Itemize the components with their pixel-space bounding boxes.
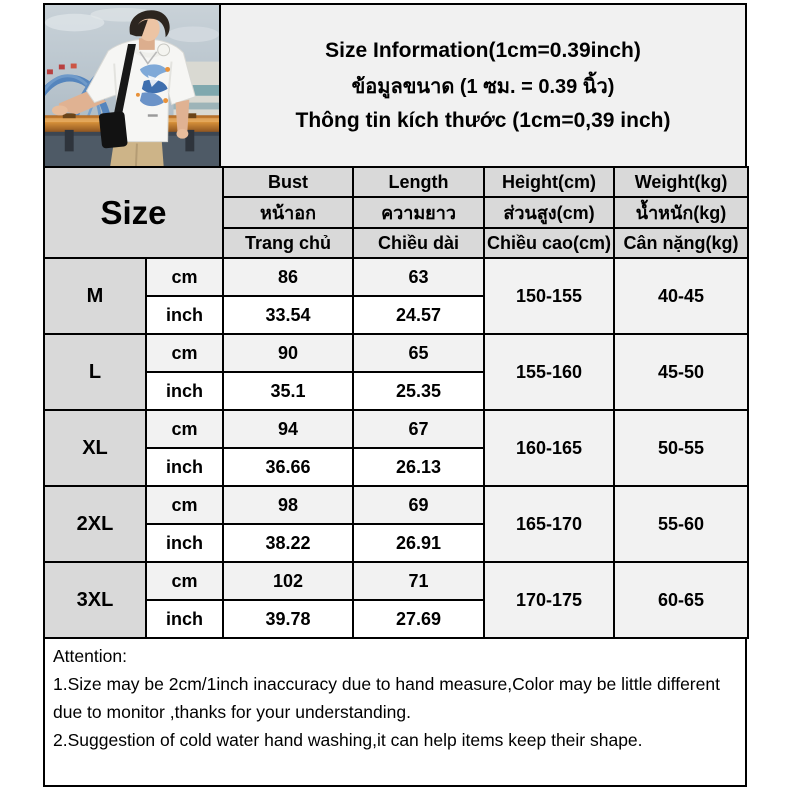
length-inch-value: 24.57 bbox=[353, 296, 484, 334]
length-inch-value: 26.13 bbox=[353, 448, 484, 486]
col-header-weight-th: น้ำหนัก(kg) bbox=[614, 197, 748, 228]
unit-label-inch: inch bbox=[146, 372, 223, 410]
length-cm-value: 65 bbox=[353, 334, 484, 372]
model-photo bbox=[45, 5, 221, 166]
col-header-length-vi: Chiều dài bbox=[353, 228, 484, 258]
length-inch-value: 26.91 bbox=[353, 524, 484, 562]
bust-inch-value: 33.54 bbox=[223, 296, 353, 334]
height-range: 170-175 bbox=[484, 562, 614, 638]
attention-line1: 1.Size may be 2cm/1inch inaccuracy due to hand measure,Color may be little different due to monitor ,thanks for your understanding. bbox=[53, 674, 720, 722]
height-range: 160-165 bbox=[484, 410, 614, 486]
title-english: Size Information(1cm=0.39inch) bbox=[325, 38, 641, 62]
length-inch-value: 25.35 bbox=[353, 372, 484, 410]
header-section bbox=[43, 3, 747, 168]
length-cm-value: 71 bbox=[353, 562, 484, 600]
height-range: 155-160 bbox=[484, 334, 614, 410]
size-label-xl: XL bbox=[44, 410, 146, 486]
unit-label-inch: inch bbox=[146, 296, 223, 334]
unit-label-inch: inch bbox=[146, 600, 223, 638]
bag bbox=[99, 111, 128, 149]
unit-label-cm: cm bbox=[146, 334, 223, 372]
bust-cm-value: 90 bbox=[223, 334, 353, 372]
length-cm-value: 69 bbox=[353, 486, 484, 524]
size-table bbox=[43, 166, 749, 639]
weight-range: 60-65 bbox=[614, 562, 748, 638]
bust-inch-value: 39.78 bbox=[223, 600, 353, 638]
weight-range: 50-55 bbox=[614, 410, 748, 486]
attention-heading: Attention: bbox=[53, 646, 127, 666]
title-vietnamese: Thông tin kích thước (1cm=0,39 inch) bbox=[295, 108, 671, 132]
unit-label-cm: cm bbox=[146, 562, 223, 600]
unit-label-inch: inch bbox=[146, 448, 223, 486]
col-header-height-th: ส่วนสูง(cm) bbox=[484, 197, 614, 228]
attention-line2: 2.Suggestion of cold water hand washing,it can help items keep their shape. bbox=[53, 730, 643, 750]
arm-right bbox=[176, 100, 190, 132]
weight-range: 55-60 bbox=[614, 486, 748, 562]
bust-cm-value: 98 bbox=[223, 486, 353, 524]
unit-label-inch: inch bbox=[146, 524, 223, 562]
attention-note bbox=[43, 637, 747, 787]
weight-range: 45-50 bbox=[614, 334, 748, 410]
bust-cm-value: 102 bbox=[223, 562, 353, 600]
bust-inch-value: 38.22 bbox=[223, 524, 353, 562]
length-inch-value: 27.69 bbox=[353, 600, 484, 638]
length-cm-value: 67 bbox=[353, 410, 484, 448]
unit-label-cm: cm bbox=[146, 410, 223, 448]
col-header-weight-en: Weight(kg) bbox=[614, 167, 748, 197]
bust-cm-value: 86 bbox=[223, 258, 353, 296]
size-label-m: M bbox=[44, 258, 146, 334]
unit-label-cm: cm bbox=[146, 258, 223, 296]
model-photo-illustration bbox=[45, 5, 219, 166]
length-cm-value: 63 bbox=[353, 258, 484, 296]
size-label-3xl: 3XL bbox=[44, 562, 146, 638]
height-range: 165-170 bbox=[484, 486, 614, 562]
bust-cm-value: 94 bbox=[223, 410, 353, 448]
content-area bbox=[43, 3, 747, 787]
size-label-2xl: 2XL bbox=[44, 486, 146, 562]
col-header-length-th: ความยาว bbox=[353, 197, 484, 228]
col-header-bust-th: หน้าอก bbox=[223, 197, 353, 228]
bust-inch-value: 36.66 bbox=[223, 448, 353, 486]
weight-range: 40-45 bbox=[614, 258, 748, 334]
col-header-bust-vi: Trang chủ bbox=[223, 228, 353, 258]
title-block bbox=[221, 5, 745, 166]
col-header-length-en: Length bbox=[353, 167, 484, 197]
col-header-height-vi: Chiều cao(cm) bbox=[484, 228, 614, 258]
col-header-weight-vi: Cân nặng(kg) bbox=[614, 228, 748, 258]
bust-inch-value: 35.1 bbox=[223, 372, 353, 410]
unit-label-cm: cm bbox=[146, 486, 223, 524]
size-label-l: L bbox=[44, 334, 146, 410]
col-header-bust-en: Bust bbox=[223, 167, 353, 197]
height-range: 150-155 bbox=[484, 258, 614, 334]
title-thai: ข้อมูลขนาด (1 ซม. = 0.39 นิ้ว) bbox=[351, 75, 615, 98]
col-header-height-en: Height(cm) bbox=[484, 167, 614, 197]
size-corner-label: Size bbox=[44, 167, 223, 258]
